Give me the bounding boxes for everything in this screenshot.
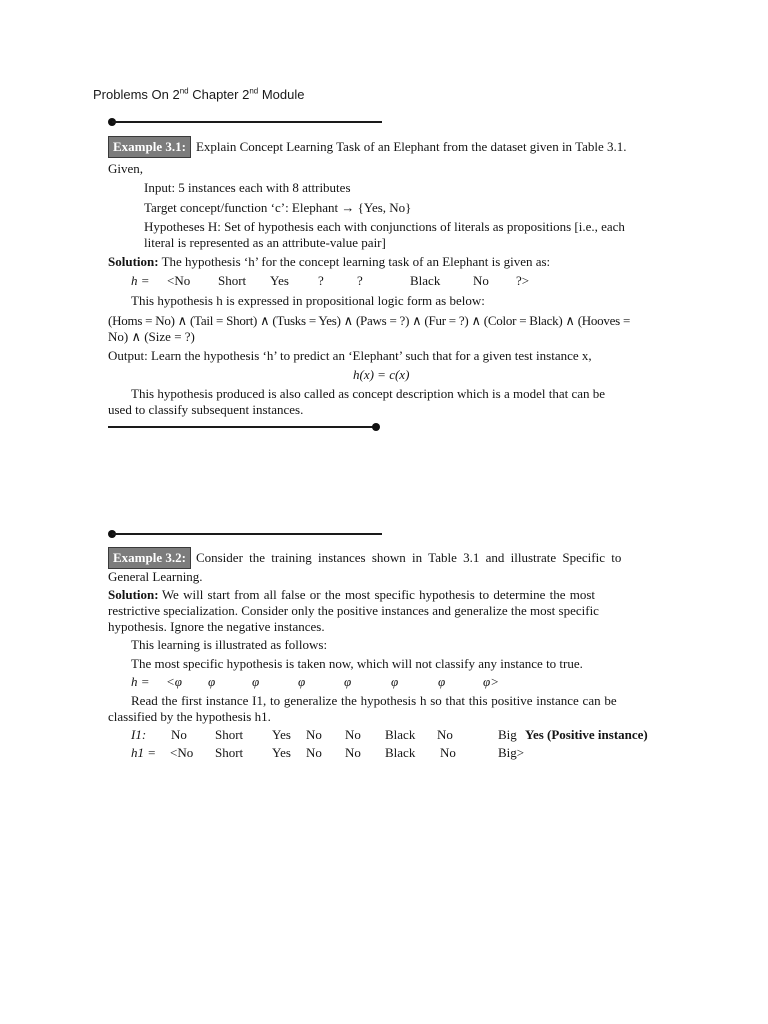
rule-line (112, 533, 382, 535)
header-superscript: nd (179, 86, 189, 96)
expressed-line: This hypothesis h is expressed in propositional logic form as below: (131, 293, 485, 308)
read-line: Read the first instance I1, to generalize the hypothesis h so that this positive instance can be (131, 693, 617, 708)
instance-cell: No (437, 727, 453, 742)
logic-line: (Homs = No) ∧ (Tail = Short) ∧ (Tusks = Yes) ∧ (Paws = ?) ∧ (Fur = ?) ∧ (Color = Black) ∧ (Hooves = (108, 313, 631, 328)
hypothesis-cell: <No (167, 273, 191, 288)
hypothesis-cell: ?> (516, 273, 530, 288)
illustrated-line: This learning is illustrated as follows: (131, 637, 328, 652)
hypothesis-cell: <φ (166, 674, 182, 689)
output-line (108, 347, 592, 364)
read-line: classified by the hypothesis h1. (108, 709, 271, 724)
instance-cell: No (171, 727, 187, 742)
hypothesis-cell: Yes (270, 273, 289, 288)
hypothesis-cell: φ (208, 674, 216, 689)
instance-cell: No (306, 727, 322, 742)
solution-text: We will start from all false or the most specific hypothesis to determine the most (161, 587, 596, 602)
hypothesis-row (0, 273, 768, 290)
closing-line: used to classify subsequent instances. (108, 402, 304, 417)
solution-text: restrictive specialization. Consider only the positive instances and generalize the most specific (108, 603, 599, 618)
given-label: Given, (108, 161, 144, 176)
hypothesis-cell: No (306, 745, 322, 760)
hypothesis-cell: ? (357, 273, 363, 288)
hypothesis-cell: φ> (483, 674, 499, 689)
output-label: Output: (108, 348, 148, 363)
rule-line (112, 121, 382, 123)
example-label-box: Example 3.2: (108, 547, 191, 569)
example-title: Explain Concept Learning Task of an Elephant from the dataset given in Table 3.1. (195, 139, 627, 154)
instance-row (0, 727, 768, 744)
hypothesis-cell: No (473, 273, 489, 288)
rule-line (108, 426, 376, 428)
logic-line: No) ∧ (Size = ?) (108, 329, 195, 344)
header-text: Problems On 2 (93, 87, 180, 102)
header-text: Chapter 2 (188, 87, 250, 102)
solution-text: hypothesis. Ignore the negative instances. (108, 619, 325, 634)
example-title: General Learning. (108, 569, 203, 584)
hypothesis-cell: φ (298, 674, 306, 689)
solution-line (108, 253, 550, 270)
header-superscript: nd (249, 86, 259, 96)
hypothesis-cell: h = (131, 273, 150, 288)
target-line: Target concept/function ‘c’: Elephant → {Yes, No} (144, 200, 412, 215)
instance-cell: I1: (131, 727, 147, 742)
hypothesis-cell: Short (215, 745, 244, 760)
solution-label: Solution: (108, 254, 159, 269)
hypothesis-row (0, 674, 768, 691)
instance-cell: Short (215, 727, 244, 742)
example-title: Consider the training instances shown in Table 3.1 and illustrate Specific to (195, 550, 622, 565)
equation: h(x) = c(x) (353, 367, 410, 382)
instance-result: Yes (Positive instance) (525, 727, 648, 742)
hypothesis-cell: Black (410, 273, 441, 288)
closing-line: This hypothesis produced is also called as concept description which is a model that can be (131, 386, 606, 401)
hypothesis-cell: ? (318, 273, 324, 288)
most-specific-line: The most specific hypothesis is taken now, which will not classify any instance to true. (131, 656, 583, 671)
example-3-2-heading (108, 547, 621, 569)
instance-cell: Big (498, 727, 517, 742)
hypothesis-cell: Yes (272, 745, 291, 760)
rule-dot (372, 423, 380, 431)
hypothesis-cell: φ (344, 674, 352, 689)
hypotheses-line: literal is represented as an attribute-value pair] (144, 235, 386, 250)
hypothesis-cell: No (440, 745, 456, 760)
example-3-1-heading (108, 136, 627, 158)
instance-cell: Black (385, 727, 416, 742)
hypothesis-cell: φ (438, 674, 446, 689)
solution-text: The hypothesis ‘h’ for the concept learning task of an Elephant is given as: (161, 254, 551, 269)
solution-label: Solution: (108, 587, 159, 602)
hypothesis-cell: <No (170, 745, 194, 760)
solution-line (108, 586, 595, 603)
page-header (93, 87, 304, 102)
instance-cell: No (345, 727, 361, 742)
hypothesis-cell: Short (218, 273, 247, 288)
hypothesis-cell: Big> (498, 745, 525, 760)
hypotheses-line: Hypotheses H: Set of hypothesis each with conjunctions of literals as propositions [i.e., each (144, 219, 625, 234)
header-text: Module (258, 87, 305, 102)
hypothesis-cell: h = (131, 674, 150, 689)
hypothesis-h1-row (0, 745, 768, 762)
hypothesis-cell: No (345, 745, 361, 760)
output-text: Learn the hypothesis ‘h’ to predict an ‘Elephant’ such that for a given test instance x, (150, 348, 592, 363)
hypothesis-cell: h1 = (131, 745, 157, 760)
example-label-box: Example 3.1: (108, 136, 191, 158)
hypothesis-cell: φ (391, 674, 399, 689)
hypothesis-cell: φ (252, 674, 260, 689)
instance-cell: Yes (272, 727, 291, 742)
hypothesis-cell: Black (385, 745, 416, 760)
input-line: Input: 5 instances each with 8 attributes (144, 180, 351, 195)
